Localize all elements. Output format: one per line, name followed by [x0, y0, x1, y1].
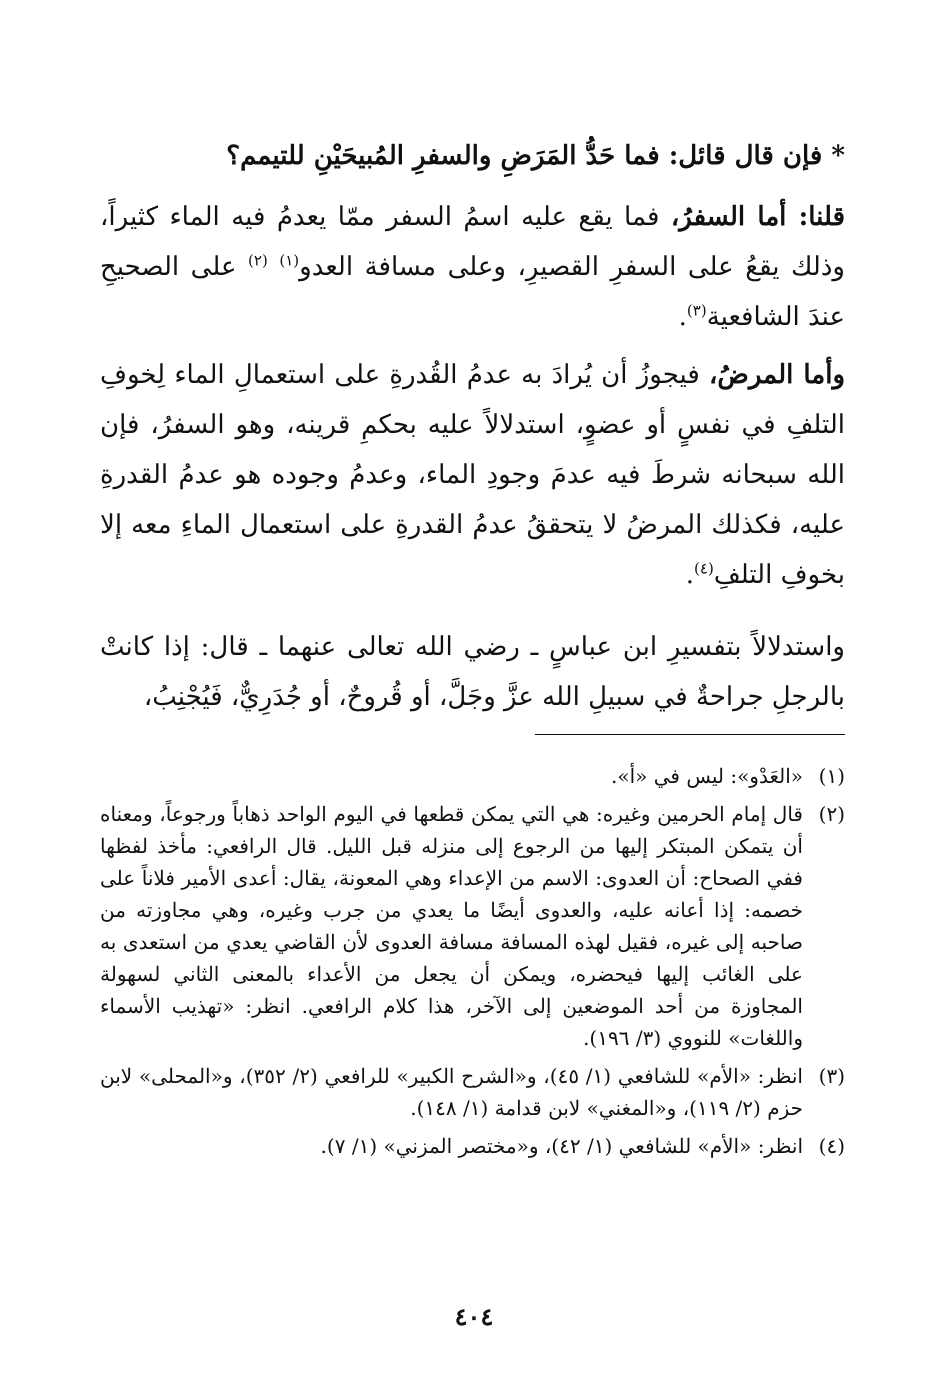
illness-lead: وأما المرضُ، [709, 360, 846, 390]
footnote-text: انظر: «الأم» للشافعي (١/ ٤٢)، و«مختصر المزني» (١/ ٧). [320, 1134, 803, 1158]
footnote-separator [535, 734, 845, 735]
footnote-text: «العَدْو»: ليس في «أ». [611, 764, 803, 788]
travel-text: فما يقع عليه اسمُ السفر ممّا يعدمُ فيه الماء كثيراً، وذلك يقعُ على السفرِ القصيرِ، وعلى مسافة العدو [100, 202, 845, 282]
footnote-number: (٢) [818, 802, 845, 826]
footnote-ref-4[interactable]: (٤) [694, 559, 714, 578]
footnote-ref-3[interactable]: (٣) [686, 301, 707, 320]
question-heading: * فإن قال قائل: فما حَدُّ المَرَضِ والسفرِ المُبيحَيْنِ للتيمم؟ [226, 141, 845, 171]
illness-text: فيجوزُ أن يُرادَ به عدمُ القُدرةِ على استعمالِ الماء لِخوفِ التلفِ في نفسٍ أو عضوٍ، استدلالاً عليه بحكمِ قرينه، وهو السفرُ، فإن الله سبحانه شرطَ فيه عدمَ وجودِ الماء، وعدمُ وجوده هو عدمُ القدرةِ عليه، فكذلك المرضُ لا يتحققُ عدمُ القدرةِ على استعمال الماءِ معه إلا بخوفِ التلفِ [100, 360, 845, 590]
footnote-text: قال إمام الحرمين وغيره: هي التي يمكن قطعها في اليوم الواحد ذهاباً ورجوعاً، ومعناه أن يتمكن المبتكر إليها من الرجوع إلى منزله قبل الليل. قال الرافعي: مأخذ لفظها ففي الصحاح: أن العدوى: الاسم من الإعداء وهي المعونة، يقال: أعدى الأمير فلاناً على خصمه: إذا أعانه عليه، والعدوى أيضًا ما يعدي من جرب وغيره، وهي مجاوزته من صاحبه إلى غيره، فقيل لهذه المسافة مسافة العدوى لأن القاضي يعدي من استعدى به على الغائب إليها فيحضره، ويمكن أن يجعل من الأعداء بالمعنى الثاني لسهولة المجاوزة من أحد الموضعين إلى الآخر، هذا كلام الرافعي. انظر: «تهذيب الأسماء واللغات» للنووي (٣/ ١٩٦). [100, 802, 803, 1050]
travel-end: . [678, 302, 687, 332]
footnote-text: انظر: «الأم» للشافعي (١/ ٤٥)، و«الشرح الكبير» للرافعي (٢/ ٣٥٢)، و«المحلى» لابن حزم (٢/ ١١٩)، و«المغني» لابن قدامة (١/ ١٤٨). [100, 1064, 803, 1120]
paragraph-illness [100, 350, 845, 600]
footnote-number: (٤) [818, 1134, 845, 1158]
travel-lead: قلنا: أما السفرُ، [670, 202, 845, 232]
footnote-4 [100, 1130, 845, 1162]
paragraph-ibn-abbas: واستدلالاً بتفسيرِ ابن عباسٍ ـ رضي الله تعالى عنهما ـ قال: إذا كانتْ بالرجلِ جراحةٌ في سبيلِ الله عزَّ وجَلَّ، أو قُروحٌ، أو جُدَرِيٌّ، فَيُجْنِبُ، [100, 632, 845, 712]
footnotes [100, 760, 845, 1168]
paragraph-travel [100, 192, 845, 342]
footnote-3 [100, 1060, 845, 1124]
page-number: ٤٠٤ [454, 1302, 494, 1331]
travel-text-2: على الصحيحِ عندَ الشافعية [100, 252, 845, 332]
footnote-number: (١) [818, 764, 845, 788]
footnote-1 [100, 760, 845, 792]
footnote-ref-1[interactable]: (١) [279, 251, 300, 270]
footnote-2 [100, 798, 845, 1054]
footnote-number: (٣) [818, 1064, 845, 1088]
footnote-ref-2[interactable]: (٢) [248, 251, 268, 270]
illness-end: . [685, 560, 695, 590]
